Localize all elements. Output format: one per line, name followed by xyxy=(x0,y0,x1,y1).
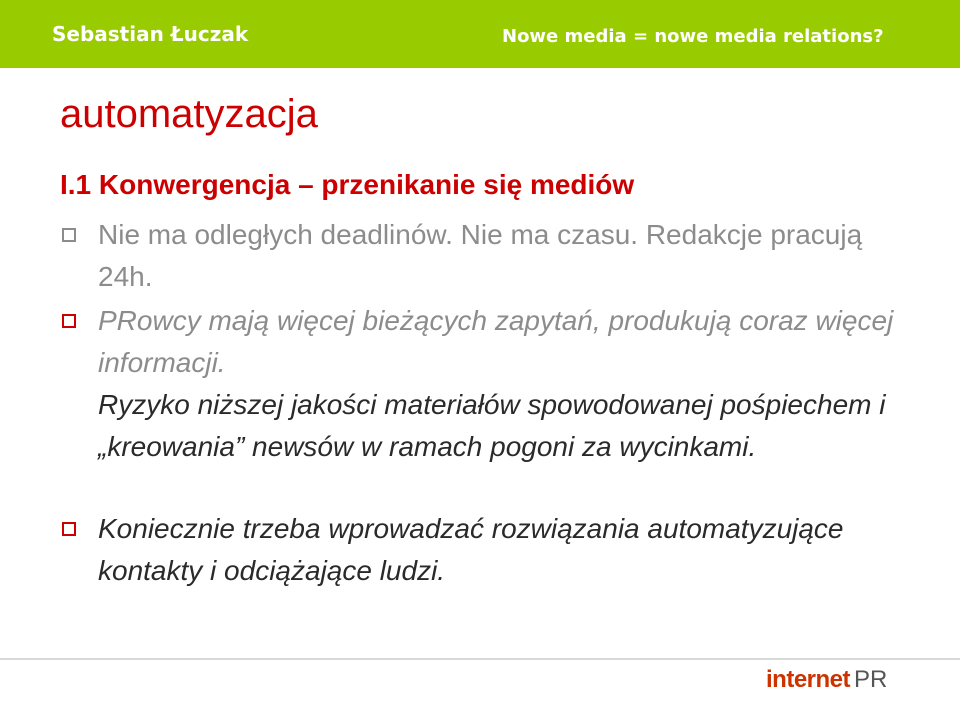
square-bullet-icon xyxy=(62,228,76,242)
slide-title: automatyzacja xyxy=(60,92,318,136)
header-bar xyxy=(0,0,960,68)
presentation-subtitle: Nowe media = nowe media relations? xyxy=(502,26,884,47)
list-item-text: PRowcy mają więcej bieżących zapytań, produkują coraz więcej informacji. xyxy=(98,305,894,378)
internet-pr-logo xyxy=(766,666,887,694)
logo-pr-text: PR xyxy=(854,666,888,693)
author-name: Sebastian Łuczak xyxy=(52,22,249,46)
list-item-text: Koniecznie trzeba wprowadzać rozwiązania automatyzujące kontakty i odciążające ludzi. xyxy=(98,513,844,586)
list-item-text: Ryzyko niższej jakości materiałów spowodowanej pośpiechem i „kreowania” newsów w ramach pogoni za wycinkami. xyxy=(98,389,886,462)
square-bullet-icon xyxy=(62,522,76,536)
logo-main-text: internet xyxy=(766,666,851,693)
list-item-text: Nie ma odległych deadlinów. Nie ma czasu. Redakcje pracują 24h. xyxy=(98,219,863,292)
section-heading: I.1 Konwergencja – przenikanie się mediów xyxy=(60,169,635,200)
footer-divider xyxy=(0,658,960,660)
square-bullet-icon xyxy=(62,314,76,328)
